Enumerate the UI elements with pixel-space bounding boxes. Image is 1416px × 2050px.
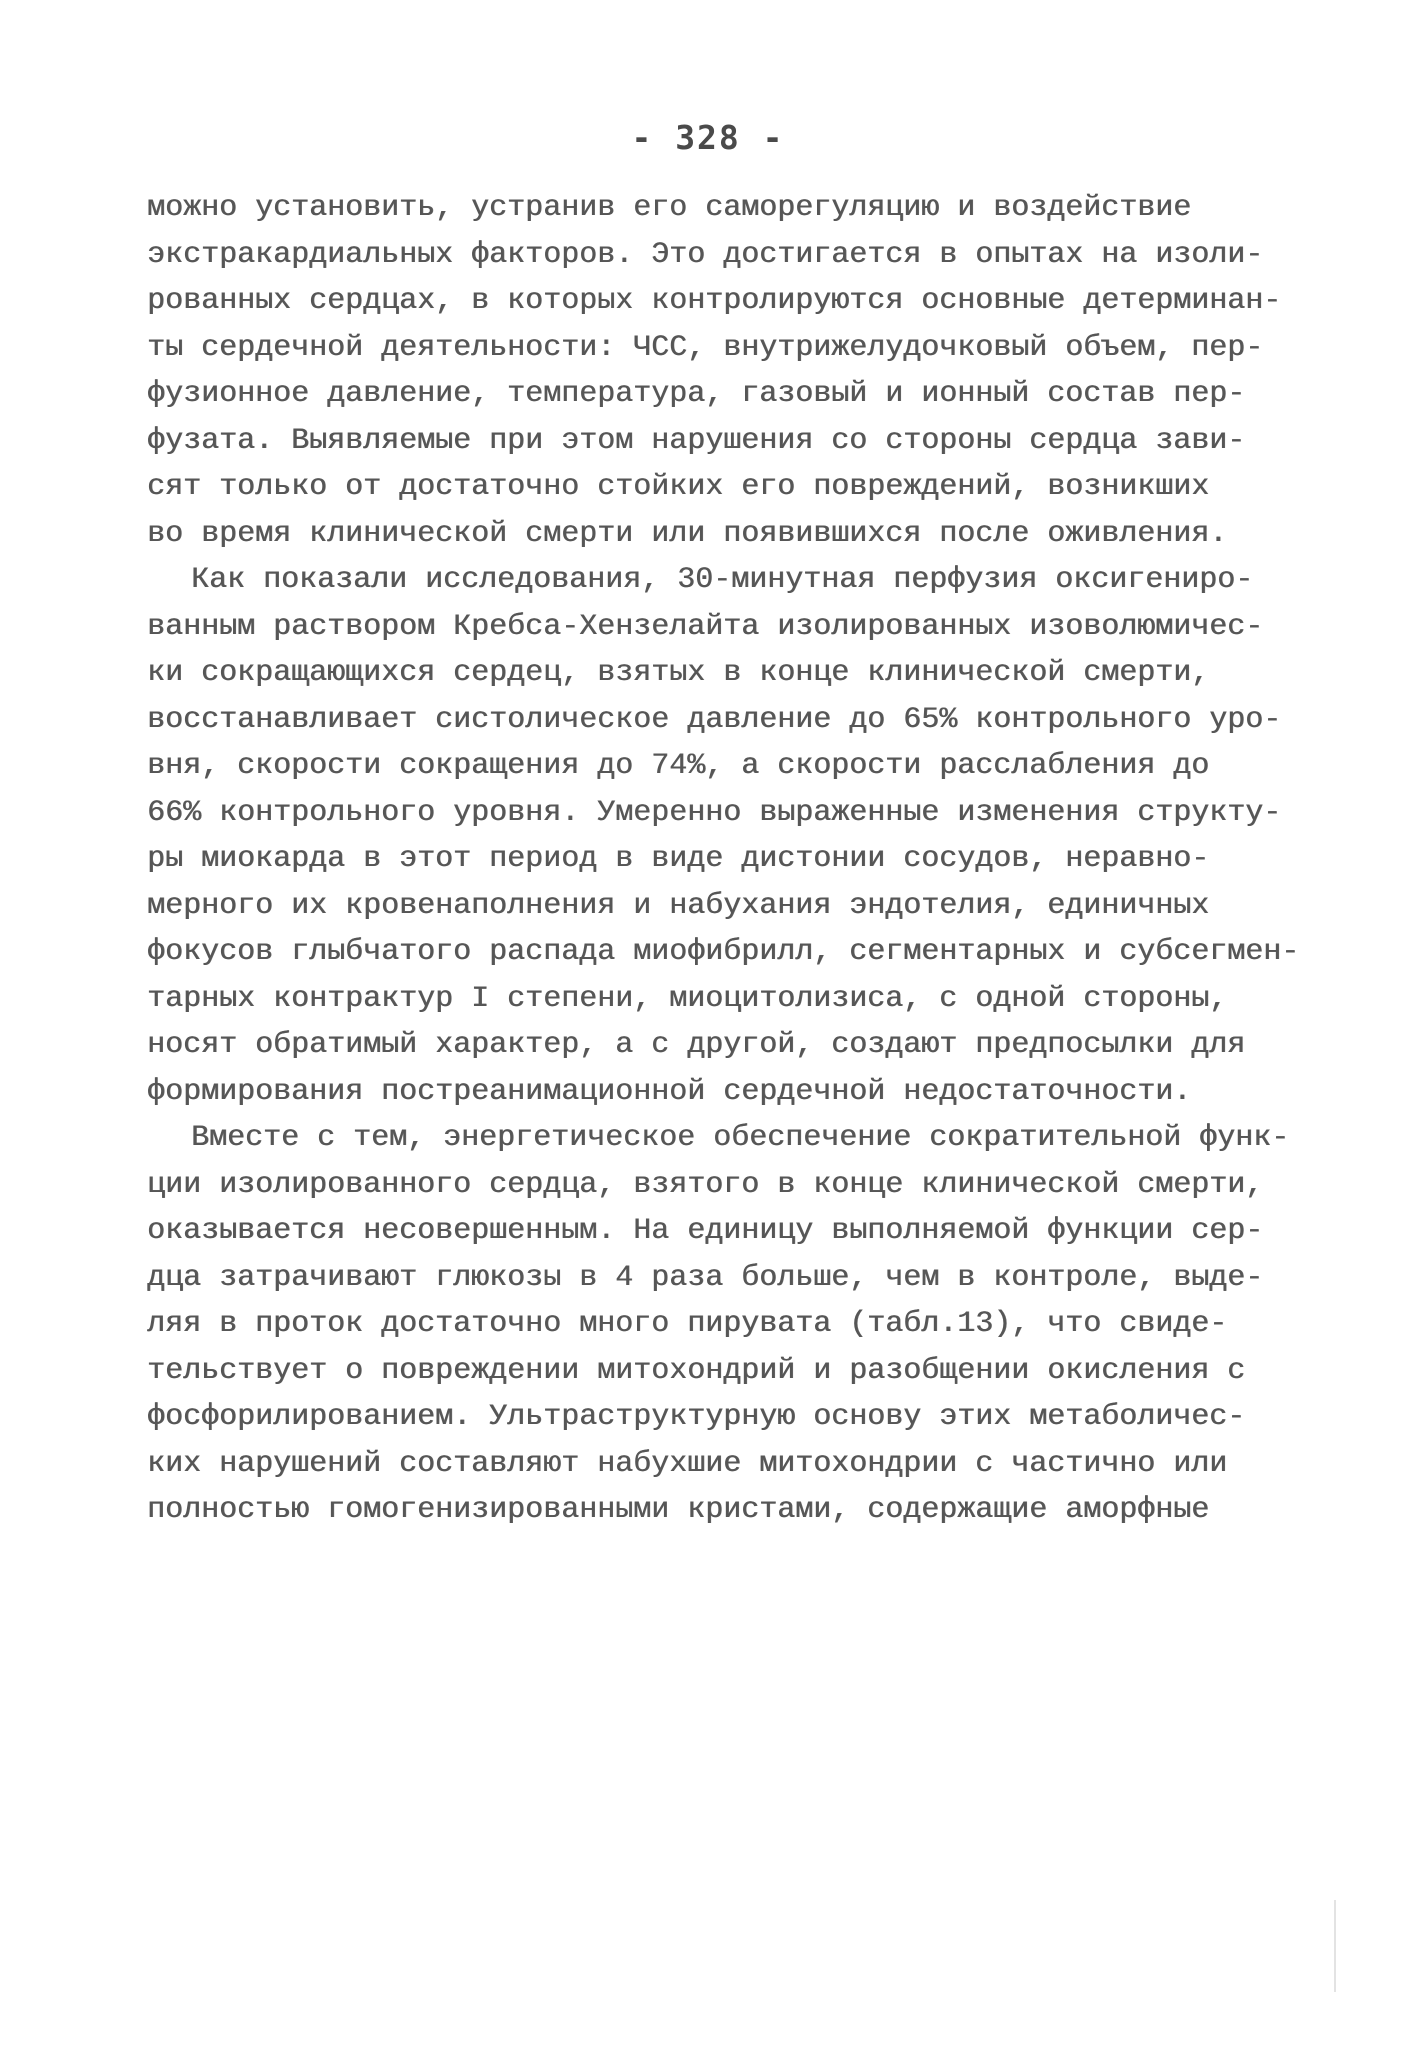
text-line: сят только от достаточно стойких его повреждений, возникших xyxy=(147,470,1210,504)
text-line: тарных контрактур I степени, миоцитолизиса, с одной стороны, xyxy=(147,981,1228,1016)
text-line: ких нарушений составляют набухшие митохондрии с частично или xyxy=(147,1446,1228,1481)
text-line: тельствует о повреждении митохондрий и разобщении окисления с xyxy=(147,1353,1246,1388)
text-line: фокусов глыбчатого распада миофибрилл, сегментарных и субсегмен- xyxy=(147,935,1300,969)
paragraph-first-line: Вместе с тем, энергетическое обеспечение сократительной функ- xyxy=(191,1121,1290,1155)
text-line: восстанавливает систолическое давление до 65% контрольного уро- xyxy=(147,702,1282,737)
text-line: ры миокарда в этот период в виде дистонии сосудов, неравно- xyxy=(147,842,1210,876)
text-line: ции изолированного сердца, взятого в конце клинической смерти, xyxy=(147,1167,1264,1202)
text-line: оказывается несовершенным. На единицу выполняемой функции сер- xyxy=(147,1214,1264,1248)
text-line: ванным раствором Кребса-Хензелайта изолированных изоволюмичес- xyxy=(147,609,1264,644)
text-line: рованных сердцах, в которых контролируются основные детерминан- xyxy=(147,284,1282,318)
text-line: можно установить, устранив его саморегуляцию и воздействие xyxy=(147,191,1192,225)
text-line: формирования постреанимационной сердечной недостаточности. xyxy=(147,1074,1192,1109)
body-text xyxy=(147,185,1307,1534)
text-line: дца затрачивают глюкозы в 4 раза больше, чем в контроле, выде- xyxy=(147,1260,1264,1295)
text-line: мерного их кровенаполнения и набухания эндотелия, единичных xyxy=(147,888,1210,923)
text-line: ты сердечной деятельности: ЧСС, внутрижелудочковый объем, пер- xyxy=(147,330,1264,365)
text-line: полностью гомогенизированными кристами, содержащие аморфные xyxy=(147,1493,1210,1527)
scan-edge-mark xyxy=(1334,1900,1336,1992)
page-number: - 328 - xyxy=(631,118,785,157)
text-line: фосфорилированием. Ультраструктурную основу этих метаболичес- xyxy=(147,1400,1246,1434)
text-line: носят обратимый характер, а с другой, создают предпосылки для xyxy=(147,1028,1246,1062)
text-line: экстракардиальных факторов. Это достигается в опытах на изоли- xyxy=(147,237,1264,272)
text-line: вня, скорости сокращения до 74%, а скорости расслабления до xyxy=(147,749,1210,783)
text-line: фузионное давление, температура, газовый и ионный состав пер- xyxy=(147,377,1246,411)
text-line: ляя в проток достаточно много пирувата (табл.13), что свиде- xyxy=(147,1307,1228,1341)
text-line: ки сокращающихся сердец, взятых в конце клинической смерти, xyxy=(147,656,1210,690)
text-line: 66% контрольного уровня. Умеренно выраженные изменения структу- xyxy=(147,795,1282,830)
paragraph-first-line: Как показали исследования, 30-минутная перфузия оксигениро- xyxy=(191,563,1254,597)
text-line: во время клинической смерти или появившихся после оживления. xyxy=(147,516,1228,551)
text-line: фузата. Выявляемые при этом нарушения со стороны сердца зави- xyxy=(147,423,1246,458)
